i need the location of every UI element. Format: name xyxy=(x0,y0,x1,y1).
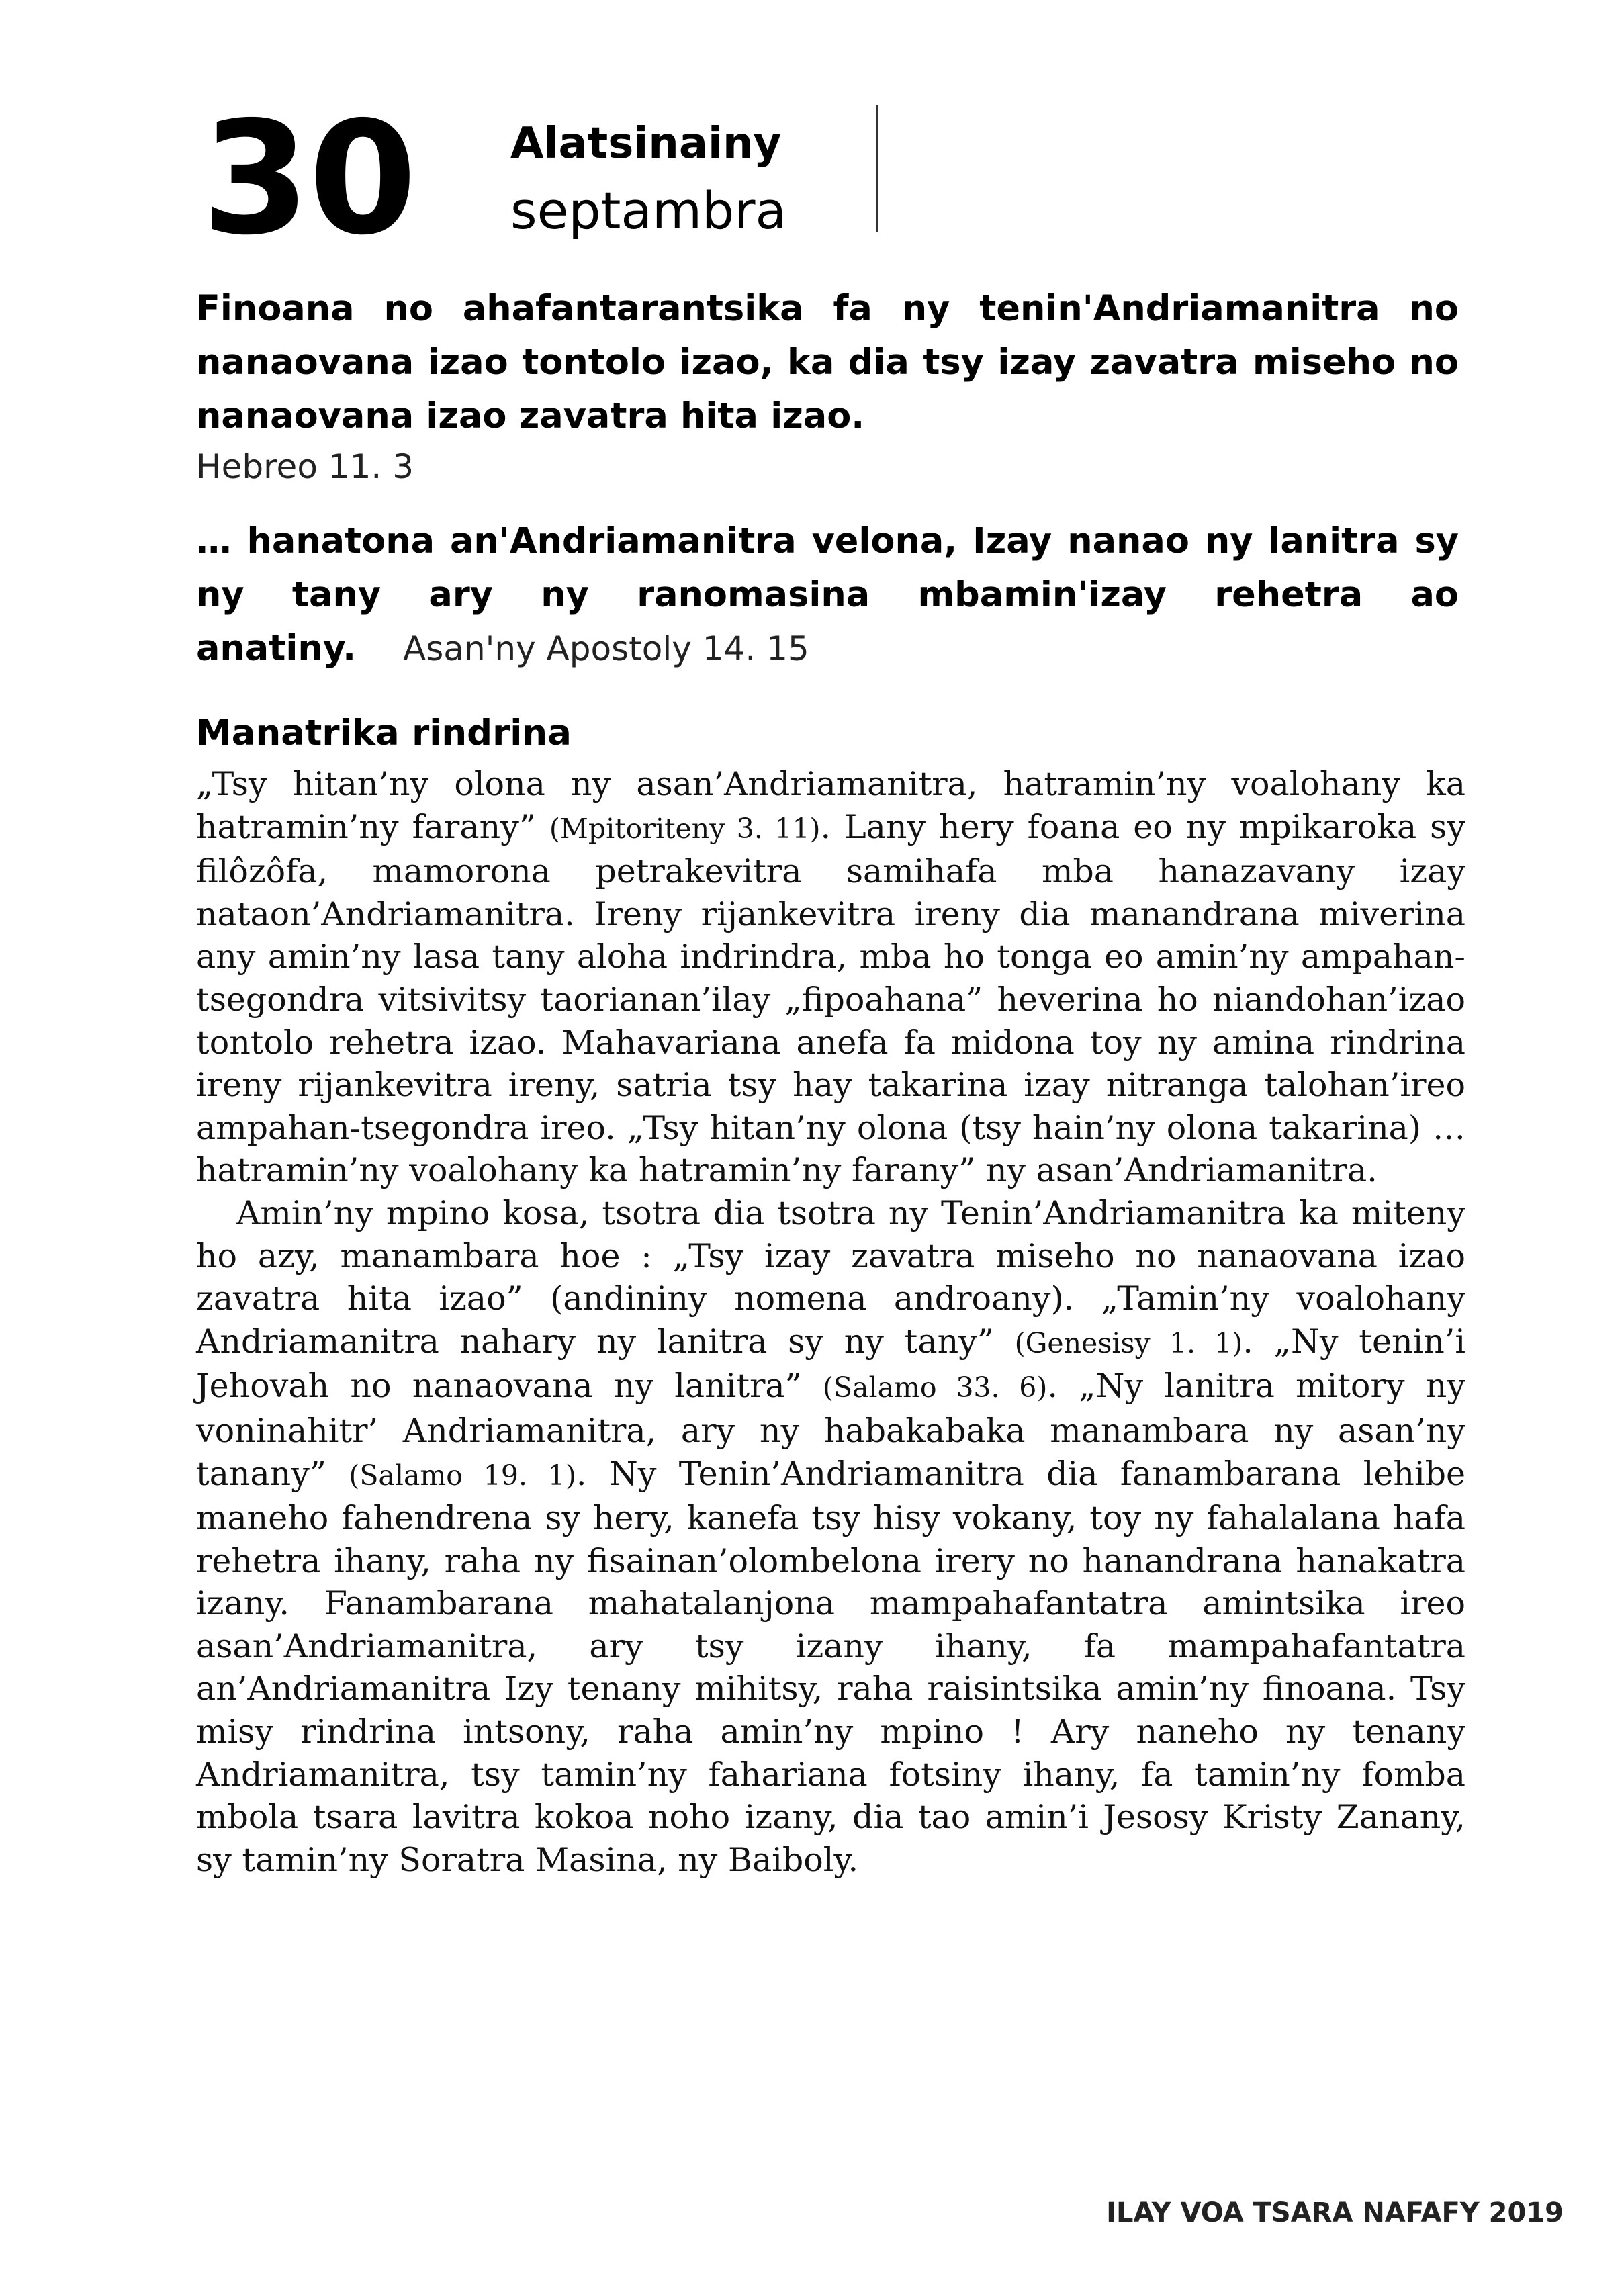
weekday: Alatsinainy xyxy=(510,119,782,169)
citation: (Genesisy 1. 1) xyxy=(1014,1326,1243,1359)
citation: (Mpitoriteny 3. 11) xyxy=(549,812,821,845)
paragraph-1 xyxy=(196,763,1465,1192)
citation: (Salamo 33. 6) xyxy=(822,1371,1048,1404)
paragraph-1-text: „Tsy hitan’ny olona ny asan’Andriamanitra, hatramin’ny voalohany ka hatramin’ny farany” xyxy=(196,765,1465,846)
month: septambra xyxy=(510,181,787,240)
verse-2-text: … hanatona an'Andriamanitra velona, Izay nanao ny lanitra sy ny tany ary ny ranomasina mbamin'izay rehetra ao anatiny. xyxy=(196,520,1459,669)
verse-1 xyxy=(196,282,1459,490)
paragraph-2-text: Amin’ny mpino kosa, tsotra dia tsotra ny Tenin’Andriamanitra ka miteny ho azy, manambara hoe : „Tsy izay zavatra miseho no nanaovana izao zavatra hita izao” (andininy nomena androany). „Tamin’ny voalohany Andriamanitra nahary ny lanitra sy ny tany” xyxy=(196,1193,1465,1361)
verse-2-reference: Asan'ny Apostoly 14. 15 xyxy=(403,629,809,668)
verse-2 xyxy=(196,514,1459,676)
verse-1-reference: Hebreo 11. 3 xyxy=(196,447,414,486)
paragraph-1-text: . Lany hery foana eo ny mpikaroka sy filôzôfa, mamorona petrakevitra samihafa mba hanazavany izay nataon’Andriamanitra. Ireny rijankevitra ireny dia manandrana miverina any amin’ny lasa tany aloha indrindra, mba ho tonga eo amin’ny ampahan-tsegondra vitsivitsy taorianan’ilay „fipoahana” heverina ho niandohan’izao tontolo rehetra izao. Mahavariana anefa fa midona toy ny amina rindrina ireny rijankevitra ireny, satria tsy hay takarina izay nitranga talohan’ireo ampahan-tsegondra ireo. „Tsy hitan’ny olona (tsy hain’ny olona takarina) … hatramin’ny voalohany ka hatramin’ny farany” ny asan’Andriamanitra. xyxy=(196,807,1466,1190)
paragraph-2 xyxy=(196,1192,1465,1882)
header-divider xyxy=(876,105,878,232)
paragraph-2-text: . „Ny tenin’i Jehovah no nanaovana ny lanitra” xyxy=(196,1322,1466,1406)
day-number: 30 xyxy=(201,88,416,269)
footer-publication: ILAY VOA TSARA NAFAFY 2019 xyxy=(1106,2197,1564,2228)
verse-1-text: Finoana no ahafantarantsika fa ny tenin'Andriamanitra no nanaovana izao tontolo izao, ka dia tsy izay zavatra miseho no nanaovana izao zavatra hita izao. xyxy=(196,288,1459,437)
date-header xyxy=(201,88,907,269)
paragraph-2-text: . „Ny lanitra mitory ny voninahitr’ Andriamanitra, ary ny habakabaka manambara ny asan’ny tanany” xyxy=(196,1367,1466,1493)
meditation-body xyxy=(196,763,1465,1881)
section-title: Manatrika rindrina xyxy=(196,713,572,754)
citation: (Salamo 19. 1) xyxy=(349,1459,576,1492)
paragraph-2-text: . Ny Tenin’Andriamanitra dia fanambarana lehibe maneho fahendrena sy hery, kanefa tsy hisy vokany, toy ny fahalalana hafa rehetra ihany, raha ny fisainan’olombelona irery no hanandrana hanakatra izany. Fanambarana mahatalanjona mampahafantatra amintsika ireo asan’Andriamanitra, ary tsy izany ihany, fa mampahafantatra an’Andriamanitra Izy tenany mihitsy, raha raisintsika amin’ny finoana. Tsy misy rindrina intsony, raha amin’ny mpino ! Ary naneho ny tenany Andriamanitra, tsy tamin’ny fahariana fotsiny ihany, fa tamin’ny fomba mbola tsara lavitra kokoa noho izany, dia tao amin’i Jesosy Kristy Zanany, sy tamin’ny Soratra Masina, ny Baiboly. xyxy=(196,1454,1465,1879)
